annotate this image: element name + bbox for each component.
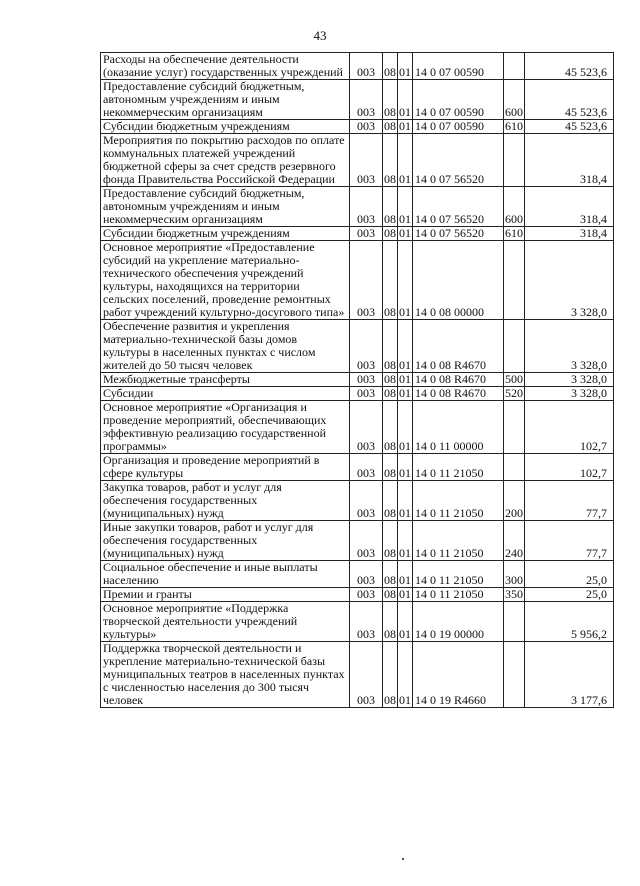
row-name: Социальное обеспечение и иные выплаты населению	[101, 561, 350, 588]
table-row	[101, 454, 614, 481]
row-pr-code: 01	[398, 320, 413, 373]
row-vr-code: 600	[504, 187, 525, 227]
row-sum: 3 328,0	[525, 320, 614, 373]
row-name: Закупка товаров, работ и услуг для обеспечения государственных (муниципальных) нужд	[101, 481, 350, 521]
row-name: Расходы на обеспечение деятельности (оказание услуг) государственных учреждений	[101, 53, 350, 80]
row-pr-code: 01	[399, 587, 411, 601]
row-sum: 25,0	[525, 561, 614, 588]
row-rz-code: 08	[384, 587, 396, 601]
table-row	[101, 120, 614, 134]
row-name: Основное мероприятие «Поддержка творческой деятельности учреждений культуры»	[101, 602, 350, 642]
row-gr-code: 003	[350, 120, 383, 134]
row-vr-code	[504, 241, 525, 320]
row-vr-code	[504, 602, 525, 642]
row-csr-code: 14 0 08 00000	[413, 241, 504, 320]
row-vr-code	[504, 401, 525, 454]
row-rz-code: 08	[383, 241, 398, 320]
table-row	[101, 401, 614, 454]
row-name: Основное мероприятие «Предоставление субсидий на укрепление материально-технического обеспечения учреждений культуры, находящихся на территории сельских поселений, проведение ремонтных работ учреждений культурно-досугового типа»	[101, 241, 350, 320]
row-sum: 3 328,0	[525, 241, 614, 320]
row-name: Межбюджетные трансферты	[101, 373, 350, 387]
row-vr-code	[504, 53, 525, 80]
row-gr-code: 003	[350, 602, 383, 642]
row-pr-code: 01	[398, 187, 413, 227]
row-gr-code: 003	[350, 401, 383, 454]
row-vr-code	[504, 642, 525, 708]
row-csr-code: 14 0 07 00590	[413, 80, 504, 120]
table-row	[101, 588, 614, 602]
row-gr-code: 003	[350, 588, 383, 602]
row-csr-code: 14 0 07 00590	[413, 120, 504, 134]
row-rz-code: 08	[383, 187, 398, 227]
row-name: Обеспечение развития и укрепления материально-технической базы домов культуры в населенных пунктах с числом жителей до 50 тысяч человек	[101, 320, 350, 373]
row-vr-code: 240	[504, 521, 525, 561]
row-pr-code: 01	[399, 386, 411, 400]
row-name: Предоставление субсидий бюджетным, автономным учреждениям и иным некоммерческим организациям	[101, 80, 350, 120]
table-row	[101, 373, 614, 387]
row-csr-code: 14 0 11 21050	[413, 454, 504, 481]
row-vr-code: 520	[505, 386, 523, 400]
row-pr-code: 01	[398, 602, 413, 642]
table-row	[101, 320, 614, 373]
row-sum: 3 328,0	[525, 373, 614, 387]
row-sum: 5 956,2	[525, 602, 614, 642]
row-sum: 102,7	[525, 454, 614, 481]
row-name: Мероприятия по покрытию расходов по оплате коммунальных платежей учреждений бюджетной сферы за счет средств резервного фонда Правительства Российской Федерации	[101, 134, 350, 187]
row-vr-code: 610	[505, 119, 523, 133]
row-sum: 318,4	[525, 134, 614, 187]
row-pr-code: 01	[398, 481, 413, 521]
row-sum: 77,7	[525, 521, 614, 561]
row-csr-code: 14 0 07 56520	[413, 187, 504, 227]
row-pr-code: 01	[398, 134, 413, 187]
table-row	[101, 80, 614, 120]
row-csr-code: 14 0 08 R4670	[413, 320, 504, 373]
scan-speck	[402, 858, 404, 860]
row-rz-code: 08	[384, 119, 396, 133]
row-sum: 45 523,6	[525, 120, 614, 134]
budget-table-body	[101, 53, 614, 708]
row-vr-code	[504, 454, 525, 481]
table-row	[101, 241, 614, 320]
row-gr-code: 003	[350, 373, 383, 387]
row-rz-code: 08	[383, 481, 398, 521]
row-vr-code: 600	[504, 80, 525, 120]
row-sum: 25,0	[525, 588, 614, 602]
row-name: Иные закупки товаров, работ и услуг для обеспечения государственных (муниципальных) нужд	[101, 521, 350, 561]
row-sum: 3 328,0	[525, 387, 614, 401]
table-row	[101, 134, 614, 187]
row-rz-code: 08	[383, 320, 398, 373]
row-csr-code: 14 0 07 56520	[413, 227, 504, 241]
row-csr-code: 14 0 11 21050	[413, 481, 504, 521]
row-gr-code: 003	[350, 642, 383, 708]
row-vr-code: 350	[505, 587, 523, 601]
row-rz-code: 08	[383, 561, 398, 588]
row-gr-code: 003	[350, 227, 383, 241]
row-sum: 45 523,6	[525, 80, 614, 120]
row-sum: 3 177,6	[525, 642, 614, 708]
row-csr-code: 14 0 19 00000	[413, 602, 504, 642]
row-vr-code	[504, 320, 525, 373]
row-rz-code: 08	[384, 226, 396, 240]
row-rz-code: 08	[383, 602, 398, 642]
row-name: Основное мероприятие «Организация и проведение мероприятий, обеспечивающих эффективную реализацию государственной программы»	[101, 401, 350, 454]
row-rz-code: 08	[384, 372, 396, 386]
row-gr-code: 003	[350, 521, 383, 561]
table-row	[101, 53, 614, 80]
row-pr-code: 01	[399, 226, 411, 240]
row-pr-code: 01	[398, 454, 413, 481]
row-pr-code: 01	[398, 401, 413, 454]
row-gr-code: 003	[350, 80, 383, 120]
row-gr-code: 003	[350, 241, 383, 320]
budget-table	[100, 52, 614, 708]
row-csr-code: 14 0 07 56520	[413, 134, 504, 187]
row-rz-code: 08	[383, 134, 398, 187]
row-vr-code	[504, 134, 525, 187]
row-name: Поддержка творческой деятельности и укрепление материально-технической базы муниципальных театров в населенных пунктах с численностью населения до 300 тысяч человек	[101, 642, 350, 708]
table-row	[101, 642, 614, 708]
row-rz-code: 08	[383, 53, 398, 80]
row-csr-code: 14 0 19 R4660	[413, 642, 504, 708]
row-gr-code: 003	[350, 320, 383, 373]
table-row	[101, 481, 614, 521]
row-name: Субсидии бюджетным учреждениям	[101, 120, 350, 134]
row-name: Субсидии	[101, 387, 350, 401]
row-gr-code: 003	[350, 53, 383, 80]
row-pr-code: 01	[399, 372, 411, 386]
row-pr-code: 01	[398, 642, 413, 708]
row-name: Субсидии бюджетным учреждениям	[101, 227, 350, 241]
table-row	[101, 602, 614, 642]
row-sum: 318,4	[525, 187, 614, 227]
row-vr-code: 500	[505, 372, 523, 386]
row-pr-code: 01	[398, 521, 413, 561]
row-csr-code: 14 0 07 00590	[413, 53, 504, 80]
row-pr-code: 01	[398, 53, 413, 80]
row-csr-code: 14 0 08 R4670	[413, 387, 504, 401]
row-gr-code: 003	[350, 454, 383, 481]
row-rz-code: 08	[384, 386, 396, 400]
row-gr-code: 003	[350, 187, 383, 227]
row-rz-code: 08	[383, 454, 398, 481]
row-rz-code: 08	[383, 642, 398, 708]
row-gr-code: 003	[350, 481, 383, 521]
row-vr-code: 610	[505, 226, 523, 240]
row-sum: 45 523,6	[525, 53, 614, 80]
row-sum: 77,7	[525, 481, 614, 521]
table-row	[101, 561, 614, 588]
row-pr-code: 01	[398, 80, 413, 120]
row-gr-code: 003	[350, 387, 383, 401]
row-name: Организация и проведение мероприятий в сфере культуры	[101, 454, 350, 481]
row-pr-code: 01	[398, 561, 413, 588]
row-vr-code: 300	[504, 561, 525, 588]
row-sum: 318,4	[525, 227, 614, 241]
row-csr-code: 14 0 08 R4670	[413, 373, 504, 387]
row-rz-code: 08	[383, 521, 398, 561]
row-csr-code: 14 0 11 21050	[413, 561, 504, 588]
table-row	[101, 387, 614, 401]
table-row	[101, 521, 614, 561]
row-vr-code: 200	[504, 481, 525, 521]
table-row	[101, 227, 614, 241]
row-rz-code: 08	[383, 401, 398, 454]
table-row	[101, 187, 614, 227]
page-number: 43	[313, 28, 327, 43]
row-csr-code: 14 0 11 00000	[413, 401, 504, 454]
row-csr-code: 14 0 11 21050	[413, 588, 504, 602]
row-name: Премии и гранты	[101, 588, 350, 602]
row-rz-code: 08	[383, 80, 398, 120]
row-gr-code: 003	[350, 134, 383, 187]
row-pr-code: 01	[398, 241, 413, 320]
row-csr-code: 14 0 11 21050	[413, 521, 504, 561]
row-gr-code: 003	[350, 561, 383, 588]
row-name: Предоставление субсидий бюджетным, автономным учреждениям и иным некоммерческим организациям	[101, 187, 350, 227]
row-sum: 102,7	[525, 401, 614, 454]
row-pr-code: 01	[399, 119, 411, 133]
